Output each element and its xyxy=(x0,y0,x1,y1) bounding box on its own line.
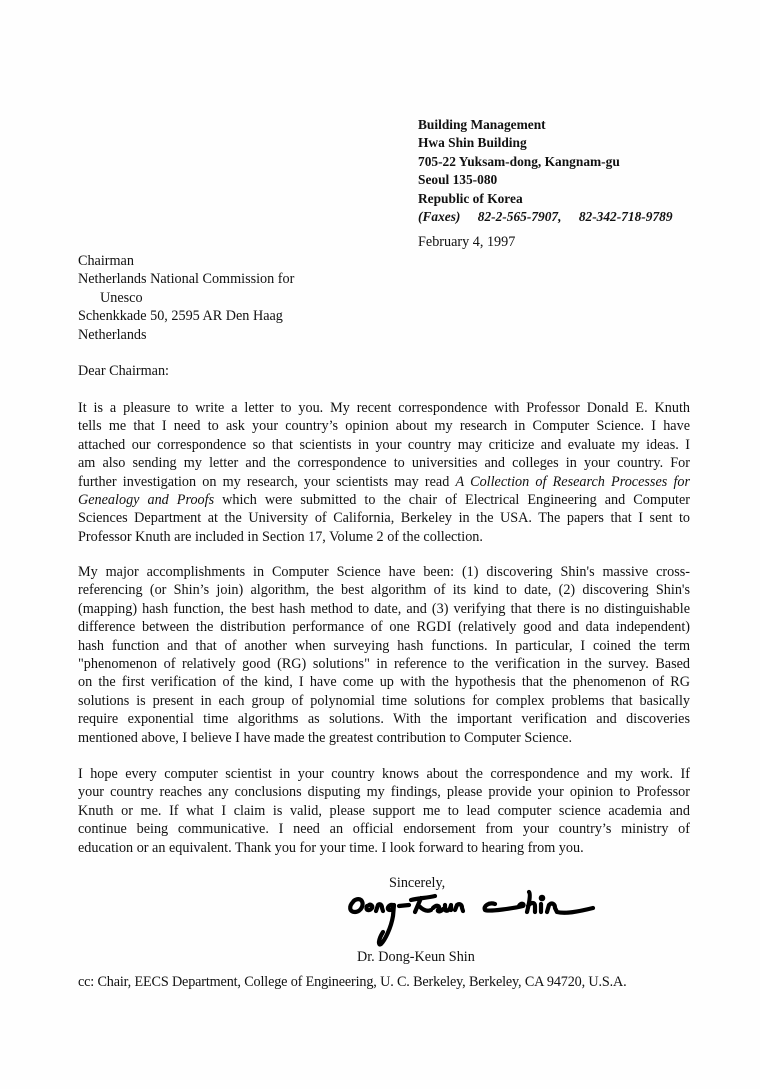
fax-number: 82-2-565-7907, xyxy=(477,209,562,225)
recipient-line: Netherlands National Commission for xyxy=(78,271,295,288)
line-text: which were submitted to the chair of Electrical Engineering and Computer xyxy=(222,491,691,508)
paragraph-line: My major accomplishments in Computer Science have been: (1) discovering Shin's massive cross- xyxy=(78,564,690,580)
handwritten-signature xyxy=(345,888,605,950)
paragraph-line: mentioned above, I believe I have made the greatest contribution to Computer Science. xyxy=(78,729,573,746)
recipient-line: Unesco xyxy=(100,289,143,306)
sender-line: Republic of Korea xyxy=(418,190,523,206)
paragraph-line: tells me that I need to ask your country’s opinion about my research in Computer Science. I have xyxy=(78,418,690,435)
paragraph-line: difference between the distribution performance of one RGDI (relatively good and data independent) xyxy=(78,619,690,636)
paragraph-line xyxy=(78,491,690,509)
sender-faxes xyxy=(418,208,673,226)
paragraph-line: I hope every computer scientist in your country knows about the correspondence and my work. If xyxy=(78,766,690,782)
recipient-line: Netherlands xyxy=(78,326,147,343)
paragraph-line: "phenomenon of relatively good (RG) solutions" in reference to the verification in the survey. Based xyxy=(78,655,690,672)
signer-name: Dr. Dong-Keun Shin xyxy=(357,949,475,965)
paragraph-line: Professor Knuth are included in Section 17, Volume 2 of the collection. xyxy=(78,528,483,545)
paragraph-line: on the first verification of the kind, I have come up with the hypothesis that the phenomenon of RG xyxy=(78,674,690,691)
paragraph-line: continue being communicative. I need an official endorsement from your country’s ministry of xyxy=(78,821,690,838)
line-text: further investigation on my research, your scientists may read xyxy=(78,473,450,490)
book-title: Genealogy and Proofs xyxy=(78,491,215,508)
recipient-address-block xyxy=(78,252,294,344)
body-paragraph-1 xyxy=(78,399,690,546)
recipient-line: Schenkkade 50, 2595 AR Den Haag xyxy=(78,308,283,325)
body-paragraph-2 xyxy=(78,563,690,747)
paragraph-line: hash function and that of another when surveying hash functions. In particular, I coined the term xyxy=(78,637,690,654)
paragraph-line: Knuth or me. If what I claim is valid, please support me to lead computer science academia and xyxy=(78,802,690,819)
book-title: A Collection of Research Processes for xyxy=(455,473,691,490)
sender-line: Seoul 135-080 xyxy=(418,172,498,188)
paragraph-line: Sciences Department at the University of California, Berkeley in the USA. The papers that I sent to xyxy=(78,510,690,527)
paragraph-line: It is a pleasure to write a letter to you. My recent correspondence with Professor Donald E. Knuth xyxy=(78,400,690,416)
paragraph-line: your country reaches any conclusions disputing my findings, please provide your opinion to Professor xyxy=(78,784,690,801)
letter-date: February 4, 1997 xyxy=(418,234,516,250)
paragraph-line: am also sending my letter and the correspondence to universities and colleges in your country. For xyxy=(78,455,690,472)
salutation: Dear Chairman: xyxy=(78,363,169,379)
sender-line: 705-22 Yuksam-dong, Kangnam-gu xyxy=(418,153,620,169)
paragraph-line: require exponential time algorithms as solutions. With the important verification and discoveries xyxy=(78,711,690,728)
paragraph-line: referencing (or Shin’s join) algorithm, the best algorithm of its kind to date, (2) discovering Shin's xyxy=(78,582,690,599)
fax-number: 82-342-718-9789 xyxy=(578,209,673,225)
sender-address-block xyxy=(418,116,673,226)
recipient-line: Chairman xyxy=(78,253,134,269)
faxes-label: (Faxes) xyxy=(418,209,461,225)
carbon-copy-line: cc: Chair, EECS Department, College of Engineering, U. C. Berkeley, Berkeley, CA 94720, U.S.A. xyxy=(78,974,627,990)
closing: Sincerely, xyxy=(389,875,446,891)
paragraph-line xyxy=(78,473,690,491)
sender-line: Building Management xyxy=(418,117,546,132)
body-paragraph-3 xyxy=(78,765,690,857)
paragraph-line: solutions is present in each group of polynomial time solutions for complex problems that basically xyxy=(78,692,690,709)
paragraph-line: education or an equivalent. Thank you for your time. I look forward to hearing from you. xyxy=(78,839,584,856)
sender-line: Hwa Shin Building xyxy=(418,135,527,151)
paragraph-line: (mapping) hash function, the best hash method to date, and (3) verifying that there is no distinguishable xyxy=(78,600,690,617)
paragraph-line: attached our correspondence so that scientists in your country may criticize and evaluate my ideas. I xyxy=(78,436,690,453)
